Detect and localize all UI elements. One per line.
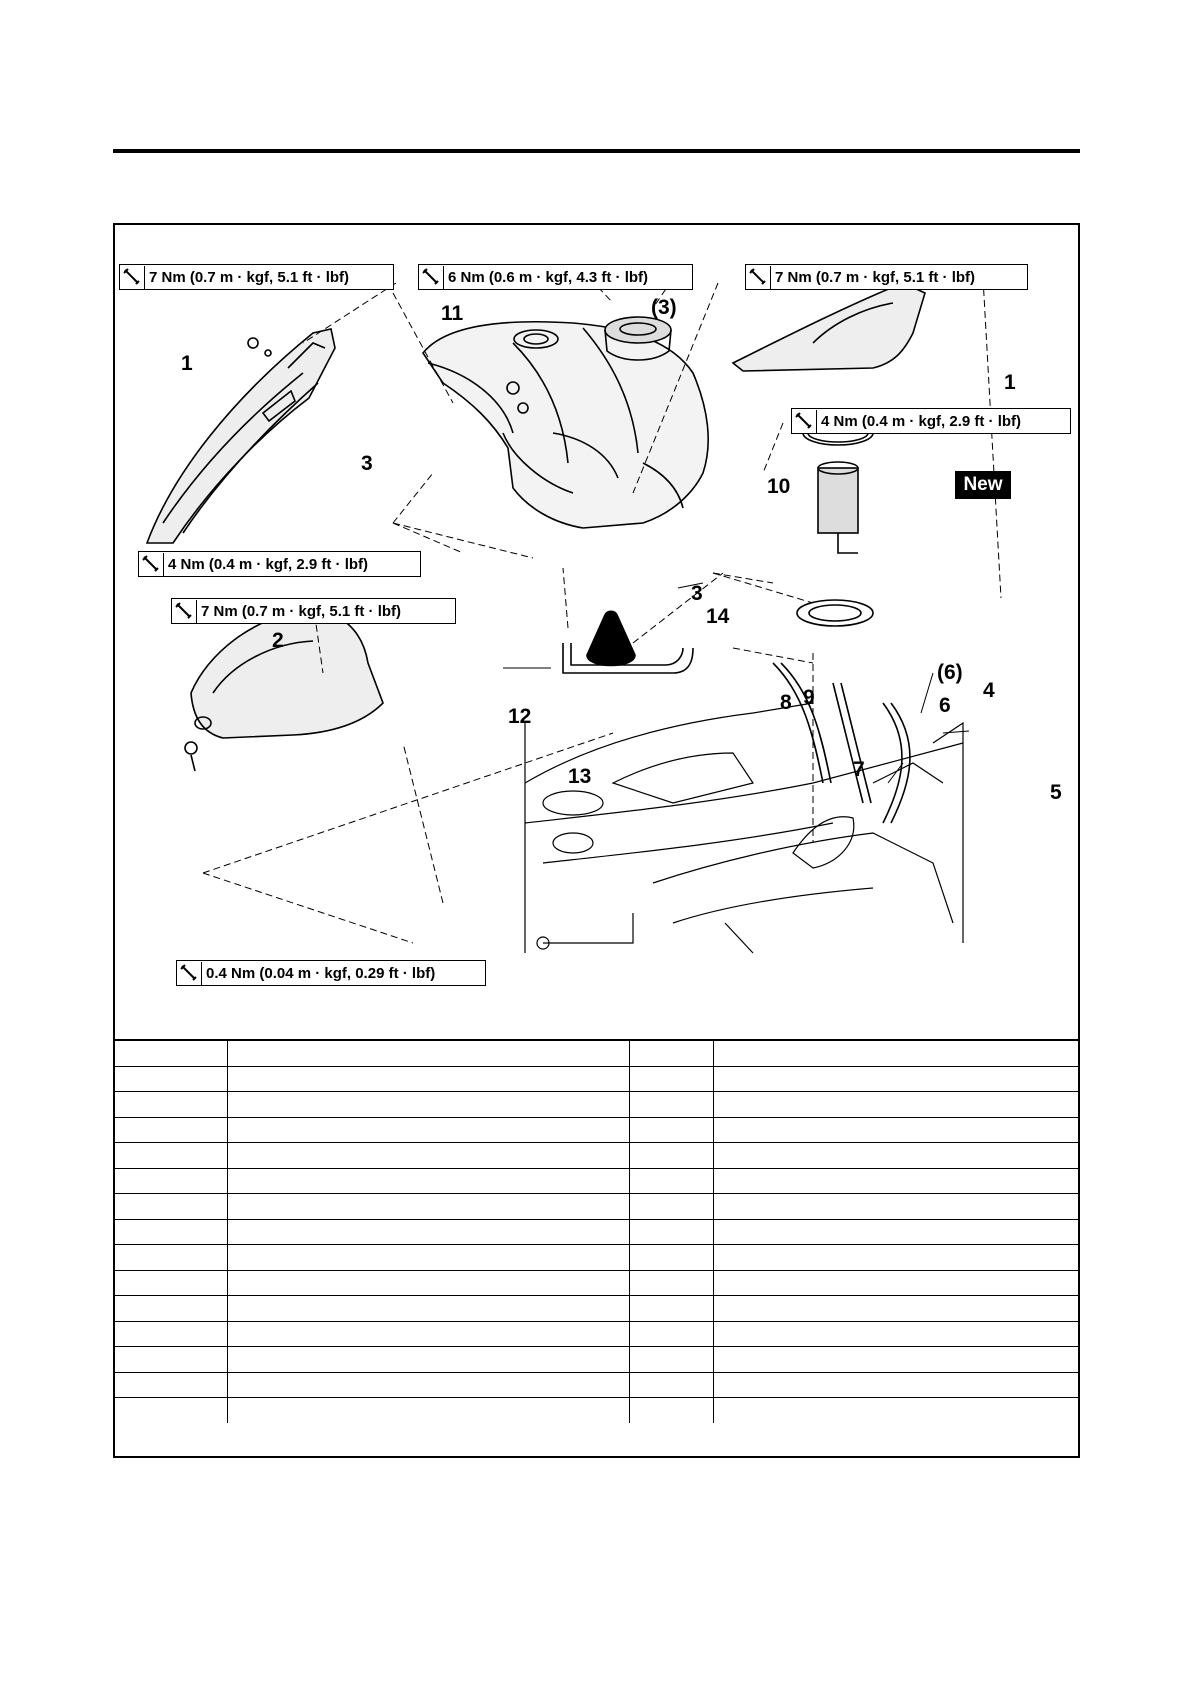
- table-cell: [713, 1143, 1080, 1169]
- table-cell: [713, 1040, 1080, 1066]
- torque-value: 0.4 Nm (0.04 m · kgf, 0.29 ft · lbf): [206, 964, 436, 982]
- table-cell: [713, 1092, 1080, 1118]
- header-rule: [113, 149, 1080, 153]
- table-cell: [227, 1219, 629, 1245]
- torque-spec-cover-screw: [176, 960, 486, 986]
- exploded-view-drawing: [113, 223, 1080, 1043]
- torque-value: 6 Nm (0.6 m · kgf, 4.3 ft · lbf): [448, 268, 649, 286]
- callout-label: 1: [181, 352, 193, 375]
- callout-label: 2: [272, 629, 284, 652]
- parts-list-table: [113, 1039, 1080, 1423]
- callout-label: 1: [1004, 371, 1016, 394]
- callout-label: 7: [853, 758, 865, 781]
- table-row: [113, 1372, 1080, 1398]
- table-cell: [713, 1372, 1080, 1398]
- table-cell: [113, 1398, 227, 1423]
- table-cell: [227, 1347, 629, 1373]
- table-cell: [629, 1219, 713, 1245]
- table-cell: [227, 1040, 629, 1066]
- left-side-cover-drawing: [147, 329, 335, 543]
- callout-label: (3): [651, 296, 677, 319]
- table-cell: [227, 1092, 629, 1118]
- callout-label: 10: [767, 475, 791, 498]
- table-cell: [113, 1092, 227, 1118]
- callout-label: 12: [508, 705, 532, 728]
- table-row: [113, 1296, 1080, 1322]
- table-cell: [629, 1168, 713, 1194]
- table-cell: [713, 1194, 1080, 1220]
- table-row: [113, 1040, 1080, 1066]
- table-cell: [713, 1296, 1080, 1322]
- table-cell: [629, 1270, 713, 1296]
- table-row: [113, 1117, 1080, 1143]
- lt-bottle-drawing: [587, 611, 635, 665]
- torque-spec-fuel-tank: [138, 551, 421, 577]
- callout-label: 9: [803, 686, 815, 709]
- table-cell: [227, 1398, 629, 1423]
- torque-value: 4 Nm (0.4 m · kgf, 2.9 ft · lbf): [168, 555, 369, 573]
- torque-wrench-icon: [120, 266, 145, 289]
- table-cell: [113, 1066, 227, 1092]
- torque-value: 7 Nm (0.7 m · kgf, 5.1 ft · lbf): [775, 268, 976, 286]
- table-cell: [629, 1245, 713, 1271]
- torque-spec-fuel-cap: [418, 264, 693, 290]
- callout-label: 8: [780, 691, 792, 714]
- new-part-badge: New: [955, 471, 1011, 499]
- torque-wrench-icon: [792, 410, 817, 433]
- table-cell: [227, 1117, 629, 1143]
- right-side-cover-drawing: [733, 283, 925, 371]
- callout-label: 5: [1050, 781, 1062, 804]
- torque-value: 7 Nm (0.7 m · kgf, 5.1 ft · lbf): [201, 602, 402, 620]
- torque-wrench-icon: [746, 266, 771, 289]
- table-cell: [113, 1168, 227, 1194]
- table-cell: [113, 1219, 227, 1245]
- table-cell: [227, 1372, 629, 1398]
- callout-label: 11: [441, 302, 464, 325]
- table-cell: [113, 1270, 227, 1296]
- callout-label: 3: [361, 452, 373, 475]
- table-cell: [629, 1372, 713, 1398]
- table-cell: [713, 1168, 1080, 1194]
- callout-label: (6): [937, 661, 963, 684]
- table-cell: [629, 1347, 713, 1373]
- table-cell: [227, 1066, 629, 1092]
- table-cell: [629, 1321, 713, 1347]
- torque-wrench-icon: [172, 600, 197, 623]
- table-cell: [629, 1194, 713, 1220]
- table-cell: [113, 1040, 227, 1066]
- torque-wrench-icon: [139, 553, 164, 576]
- table-cell: [629, 1296, 713, 1322]
- table-row: [113, 1168, 1080, 1194]
- table-cell: [227, 1194, 629, 1220]
- fuel-pump-drawing: [797, 421, 873, 626]
- callout-label: 4: [983, 679, 995, 702]
- table-row: [113, 1321, 1080, 1347]
- table-row: [113, 1092, 1080, 1118]
- table-cell: [629, 1143, 713, 1169]
- table-cell: [113, 1321, 227, 1347]
- table-cell: [713, 1398, 1080, 1423]
- front-cover-drawing: [185, 611, 383, 771]
- table-cell: [113, 1194, 227, 1220]
- table-cell: [113, 1296, 227, 1322]
- table-cell: [713, 1347, 1080, 1373]
- table-cell: [713, 1117, 1080, 1143]
- callout-label: 6: [939, 694, 951, 717]
- torque-wrench-icon: [177, 962, 202, 985]
- torque-spec-seat-cover-right: [745, 264, 1028, 290]
- table-cell: [227, 1168, 629, 1194]
- table-cell: [113, 1347, 227, 1373]
- torque-spec-cover-bolt: [171, 598, 456, 624]
- table-row: [113, 1219, 1080, 1245]
- table-cell: [227, 1296, 629, 1322]
- table-row: [113, 1194, 1080, 1220]
- table-cell: [629, 1066, 713, 1092]
- table-cell: [713, 1245, 1080, 1271]
- callout-label: 13: [568, 765, 592, 788]
- table-cell: [227, 1245, 629, 1271]
- torque-value: 7 Nm (0.7 m · kgf, 5.1 ft · lbf): [149, 268, 350, 286]
- table-row: [113, 1245, 1080, 1271]
- table-cell: [629, 1398, 713, 1423]
- callout-label: 3: [691, 582, 703, 605]
- callout-label: 14: [706, 605, 730, 628]
- table-cell: [713, 1270, 1080, 1296]
- table-cell: [113, 1372, 227, 1398]
- torque-wrench-icon: [419, 266, 444, 289]
- table-row: [113, 1270, 1080, 1296]
- torque-value: 4 Nm (0.4 m · kgf, 2.9 ft · lbf): [821, 412, 1022, 430]
- table-cell: [629, 1117, 713, 1143]
- table-row: [113, 1066, 1080, 1092]
- table-cell: [227, 1321, 629, 1347]
- table-cell: [629, 1040, 713, 1066]
- table-cell: [713, 1321, 1080, 1347]
- label-leaders: [503, 583, 969, 783]
- table-cell: [227, 1270, 629, 1296]
- table-row: [113, 1347, 1080, 1373]
- torque-spec-fuel-pump: [791, 408, 1071, 434]
- table-cell: [629, 1092, 713, 1118]
- table-cell: [113, 1245, 227, 1271]
- table-row: [113, 1398, 1080, 1423]
- table-cell: [113, 1143, 227, 1169]
- table-cell: [227, 1143, 629, 1169]
- table-cell: [713, 1066, 1080, 1092]
- lt-locking-agent-label: LT: [645, 692, 659, 706]
- torque-spec-seat-cover-left: [119, 264, 394, 290]
- table-row: [113, 1143, 1080, 1169]
- table-cell: [713, 1219, 1080, 1245]
- table-cell: [113, 1117, 227, 1143]
